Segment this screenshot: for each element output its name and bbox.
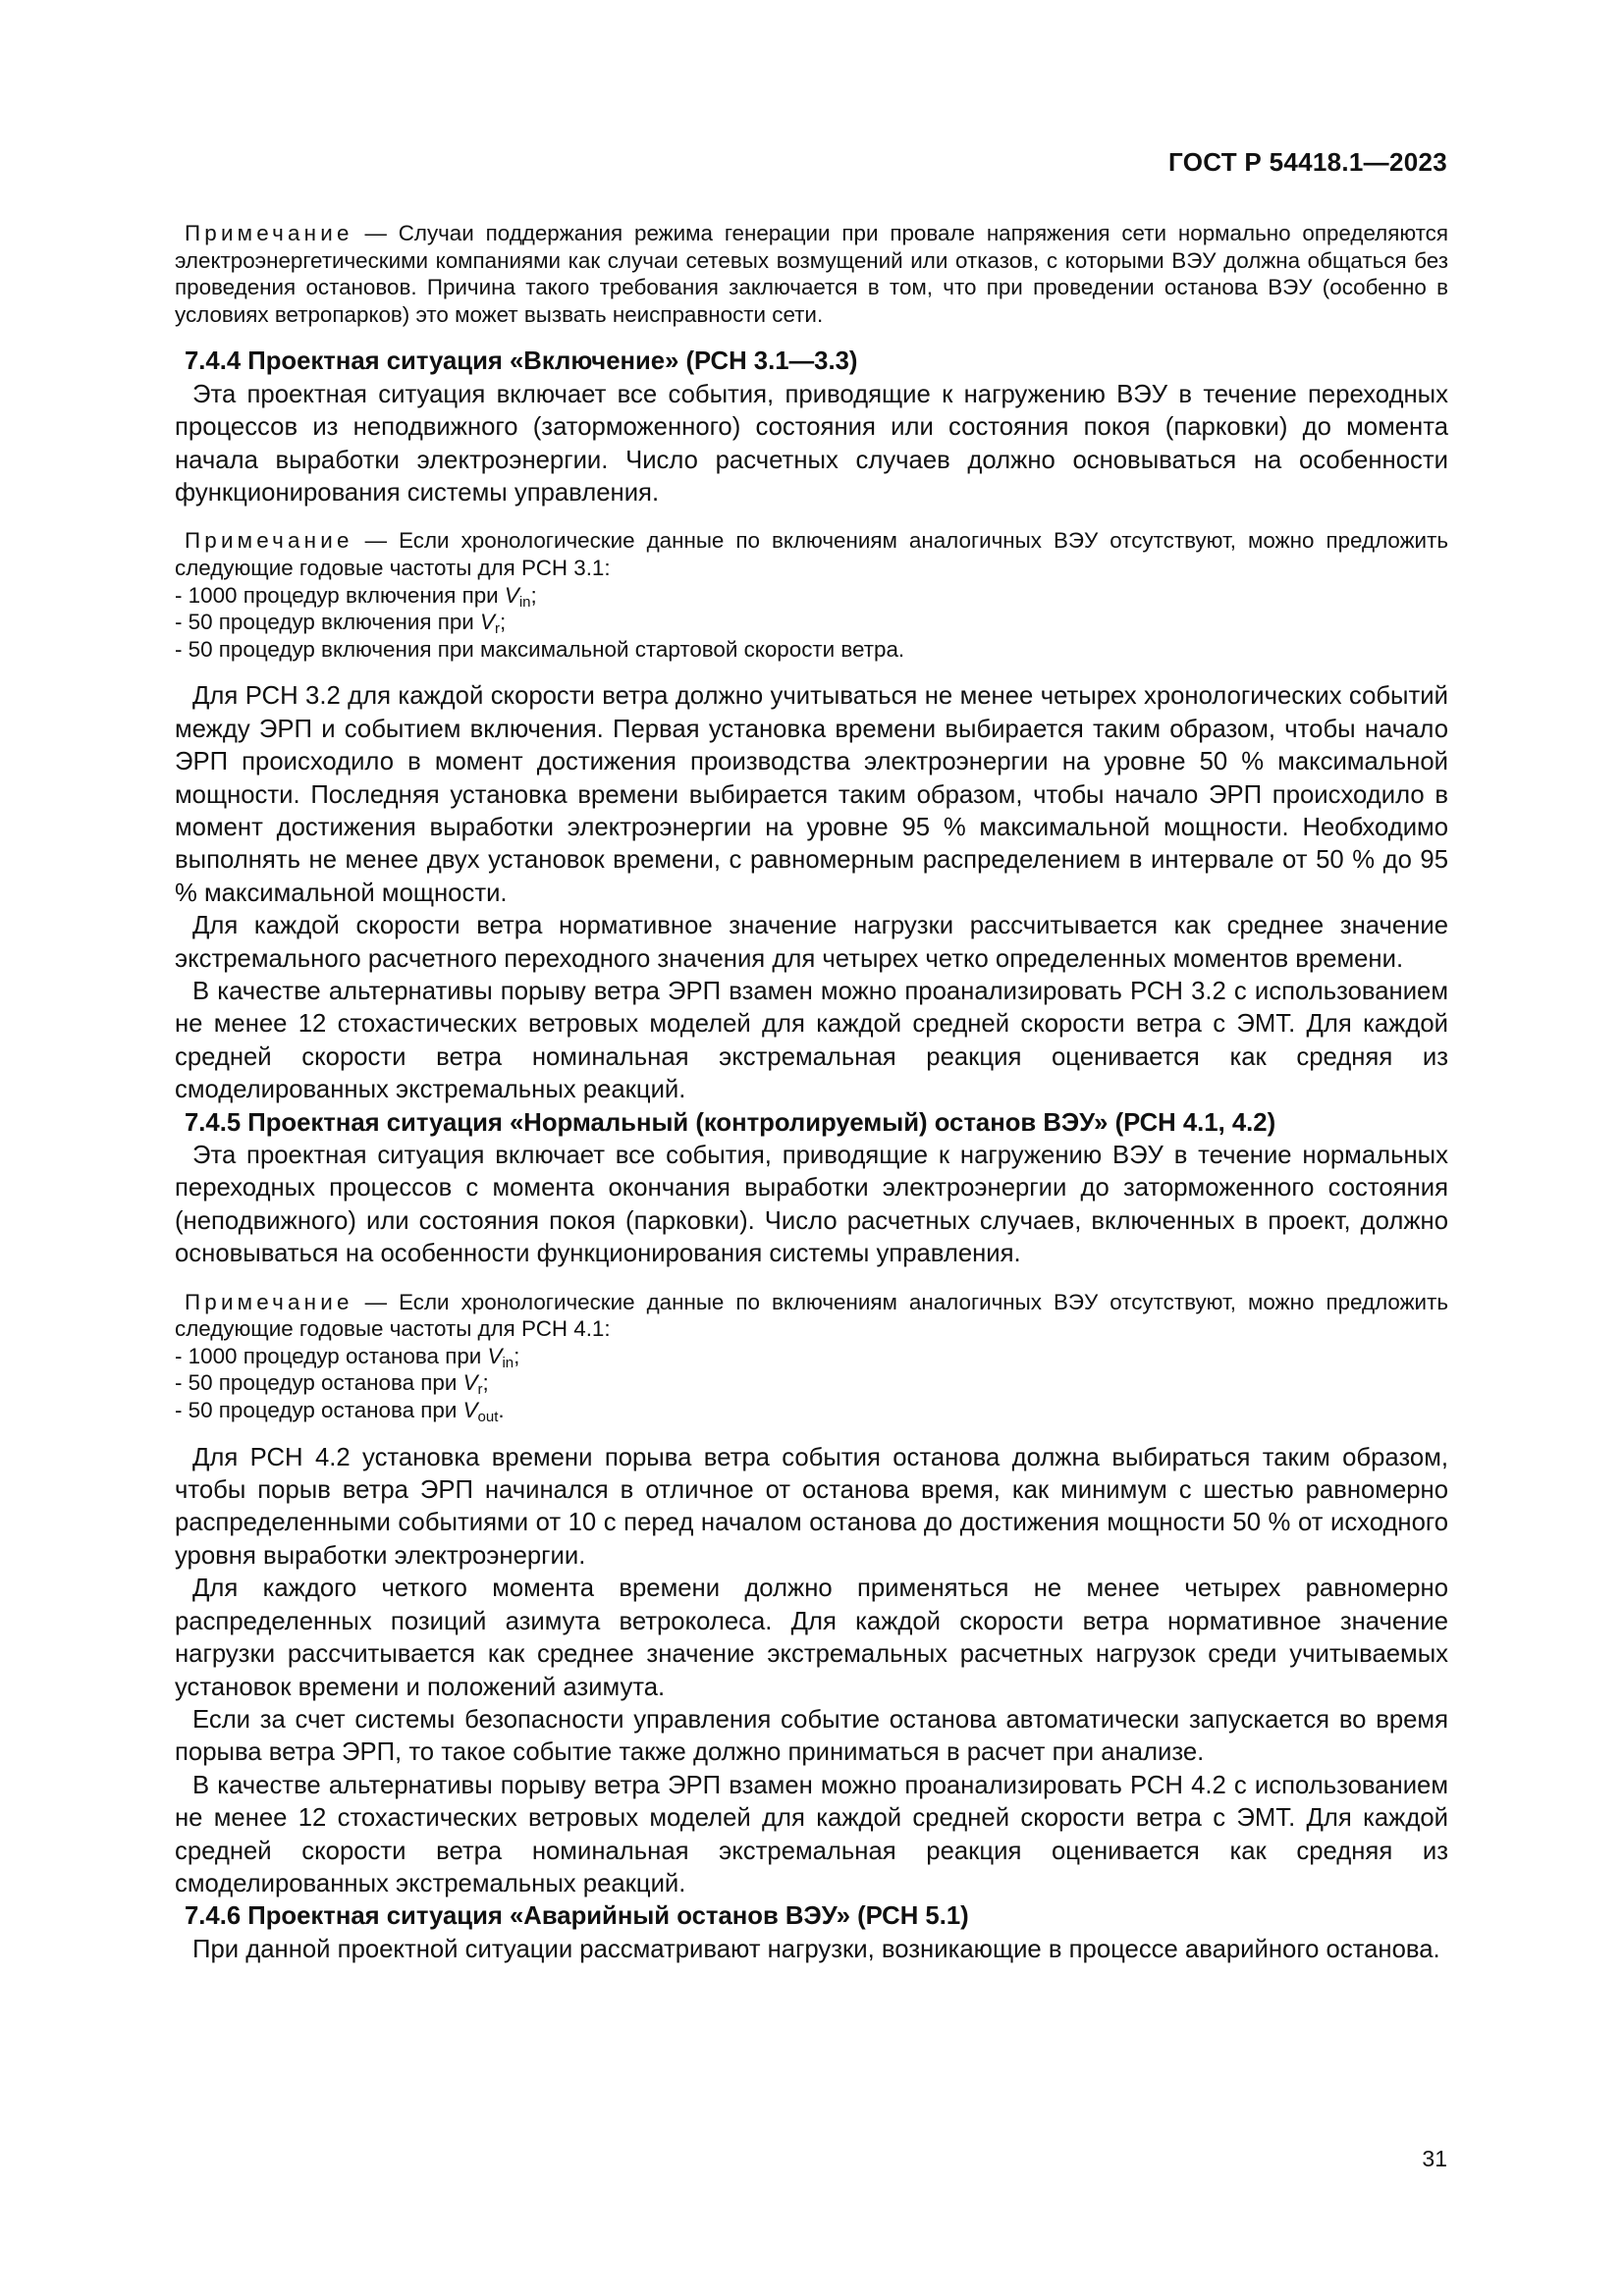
body-paragraph: Для каждого четкого момента времени должно применяться не менее четырех равномерно распределенных позиций азимута ветроколеса. Для каждой скорости ветра нормативное значение нагрузки рассчитывается как среднее значение экстремальных расчетных нагрузок среди учитываемых установок времени и положений азимута. [175, 1575, 1448, 1701]
note-paragraph [175, 220, 1448, 328]
body-paragraph: В качестве альтернативы порыву ветра ЭРП взамен можно проанализировать РСН 4.2 с использованием не менее 12 стохастических ветровых моделей для каждой средней скорости ветра с ЭМТ. Для каждой средней скорости ветра номинальная экстремальная реакция оценивается как средняя из смоделированных экстремальных реакций. [175, 1771, 1448, 1897]
body-paragraph: Для РСН 3.2 для каждой скорости ветра должно учитываться не менее четырех хронологических событий между ЭРП и событием включения. Первая установка времени выбирается таким образом, чтобы начало ЭРП происходило в момент достижения производства электроэнергии на уровне 50 % максимальной мощности. Последняя установка времени выбирается таким образом, чтобы начало ЭРП происходило в момент достижения выработки электроэнергии на уровне 95 % максимальной мощности. Необходимо выполнять не менее двух установок времени, с равномерным распределением в интервале от 50 % до 95 % максимальной мощности. [175, 682, 1448, 907]
body-paragraph: Для каждой скорости ветра нормативное значение нагрузки рассчитывается как среднее значение экстремального расчетного переходного значения для четырех четко определенных моментов времени. [175, 912, 1448, 973]
body-paragraph: Эта проектная ситуация включает все события, приводящие к нагружению ВЭУ в течение нормальных переходных процессов с момента окончания выработки электроэнергии до заторможенного состояния (неподвижного) или состояния покоя (парковки). Число расчетных случаев, включенных в проект, должно основываться на особенности функционирования системы управления. [175, 1142, 1448, 1268]
list-item: - 50 процедур включения при максимальной стартовой скорости ветра. [175, 636, 905, 662]
body-paragraph: Для РСН 4.2 установка времени порыва ветра события останова должна выбираться таким образом, чтобы порыв ветра ЭРП начинался в отличное от останова время, как минимум с шестью равномерно распределенными событиями от 10 с перед началом останова до достижения мощности 50 % от исходного уровня выработки электроэнергии. [175, 1443, 1448, 1570]
body-paragraph: Если за счет системы безопасности управления событие останова автоматически запускается во время порыва ветра ЭРП, то такое событие также должно приниматься в расчет при анализе. [175, 1705, 1448, 1767]
note-dash: — [352, 221, 399, 245]
frequency-list-3-1 [175, 582, 1448, 664]
note-text: Случаи поддержания режима генерации при провале напряжения сети нормально определяются электроэнергетическими компаниями как случаи сетевых возмущений или отказов, с которыми ВЭУ должна общаться без проведения остановов. Причина такого требования заключается в том, что при проведении останова ВЭУ (особенно в условиях ветропарков) это может вызвать неисправности сети. [175, 221, 1448, 327]
note-paragraph [175, 527, 1448, 581]
list-item: - 1000 процедур останова при $V_{in}$; [175, 1343, 520, 1371]
list-item: - 50 процедур останова при $V_{out}$. [175, 1398, 505, 1426]
note-dash: — [352, 1289, 400, 1314]
note-label: Примечание [185, 221, 353, 245]
note-text: Если хронологические данные по включениям аналогичных ВЭУ отсутствуют, можно предложить следующие годовые частоты для РСН 3.1: [175, 528, 1448, 580]
list-item: - 50 процедур включения при $V_r$; [175, 610, 507, 638]
section-heading-7-4-6: 7.4.6 Проектная ситуация «Аварийный останов ВЭУ» (РСН 5.1) [185, 1902, 969, 1931]
body-paragraph: Эта проектная ситуация включает все события, приводящие к нагружению ВЭУ в течение переходных процессов из неподвижного (заторможенного) состояния или состояния покоя (парковки) до момента начала выработки электроэнергии. Число расчетных случаев должно основываться на особенности функционирования системы управления. [175, 380, 1448, 507]
page-content [175, 220, 1448, 1966]
body-paragraph: При данной проектной ситуации рассматривают нагрузки, возникающие в процессе аварийного останова. [192, 1935, 1440, 1963]
list-item: - 50 процедур останова при $V_r$; [175, 1370, 489, 1399]
note-paragraph [175, 1289, 1448, 1343]
note-label: Примечание [185, 1289, 353, 1314]
frequency-list-4-1 [175, 1343, 1448, 1424]
page-number: 31 [1422, 2146, 1447, 2171]
section-heading-7-4-4: 7.4.4 Проектная ситуация «Включение» (РСН 3.1—3.3) [185, 347, 858, 376]
section-heading-7-4-5: 7.4.5 Проектная ситуация «Нормальный (контролируемый) останов ВЭУ» (РСН 4.1, 4.2) [185, 1108, 1276, 1137]
body-paragraph: В качестве альтернативы порыву ветра ЭРП взамен можно проанализировать РСН 3.2 с использованием не менее 12 стохастических ветровых моделей для каждой средней скорости ветра с ЭМТ. Для каждой средней скорости ветра номинальная экстремальная реакция оценивается как средняя из смоделированных экстремальных реакций. [175, 978, 1448, 1104]
document-header: ГОСТ Р 54418.1—2023 [1168, 147, 1447, 177]
note-dash: — [352, 528, 400, 554]
note-label: Примечание [185, 528, 353, 554]
note-text: Если хронологические данные по включениям аналогичных ВЭУ отсутствуют, можно предложить следующие годовые частоты для РСН 4.1: [175, 1289, 1448, 1342]
list-item: - 1000 процедур включения при $V_{in}$; [175, 582, 537, 611]
